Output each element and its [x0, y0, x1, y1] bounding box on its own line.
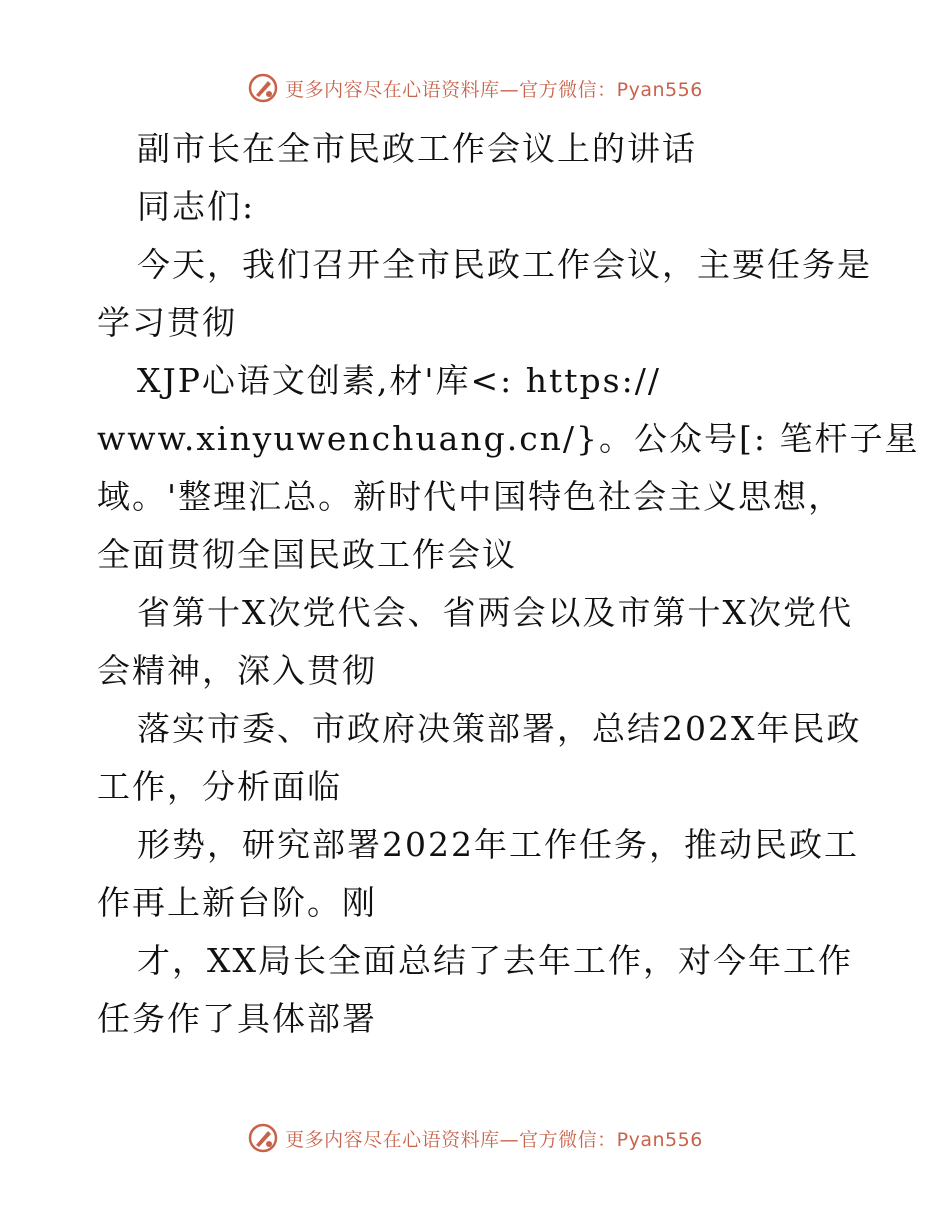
header-watermark	[0, 72, 950, 104]
paragraph-line: 全面贯彻全国民政工作会议	[97, 535, 517, 574]
paragraph-line: www.xinyuwenchuang.cn/}。公众号[: 笔杆子星	[97, 419, 920, 458]
paragraph-line: 省第十X次党代会、省两会以及市第十X次党代	[137, 593, 853, 632]
document-title: 副市长在全市民政工作会议上的讲话	[137, 129, 697, 168]
footer-watermark	[0, 1122, 950, 1154]
paragraph-line: 任务作了具体部署	[97, 999, 377, 1038]
paragraph-line: 落实市委、市政府决策部署，总结202X年民政	[137, 709, 862, 748]
watermark-text: 更多内容尽在心语资料库—官方微信：Pyan556	[285, 1128, 703, 1151]
pen-logo-icon	[247, 1122, 279, 1154]
paragraph-line: 域。'整理汇总。新时代中国特色社会主义思想，	[97, 477, 844, 516]
paragraph-line: 学习贯彻	[97, 303, 237, 342]
document-body	[97, 120, 920, 1048]
paragraph-line: 才，XX局长全面总结了去年工作，对今年工作	[137, 941, 853, 980]
paragraph-line: 作再上新台阶。刚	[97, 883, 377, 922]
paragraph-line: 形势，研究部署2022年工作任务，推动民政工	[137, 825, 859, 864]
salutation: 同志们:	[137, 187, 256, 226]
paragraph-line: 工作，分析面临	[97, 767, 342, 806]
paragraph-line: 会精神，深入贯彻	[97, 651, 377, 690]
pen-logo-icon	[247, 72, 279, 104]
paragraph-line: 今天，我们召开全市民政工作会议，主要任务是	[137, 245, 872, 284]
paragraph-line: XJP心语文创素,材'库<: https://	[137, 361, 661, 400]
watermark-text: 更多内容尽在心语资料库—官方微信：Pyan556	[285, 78, 703, 101]
